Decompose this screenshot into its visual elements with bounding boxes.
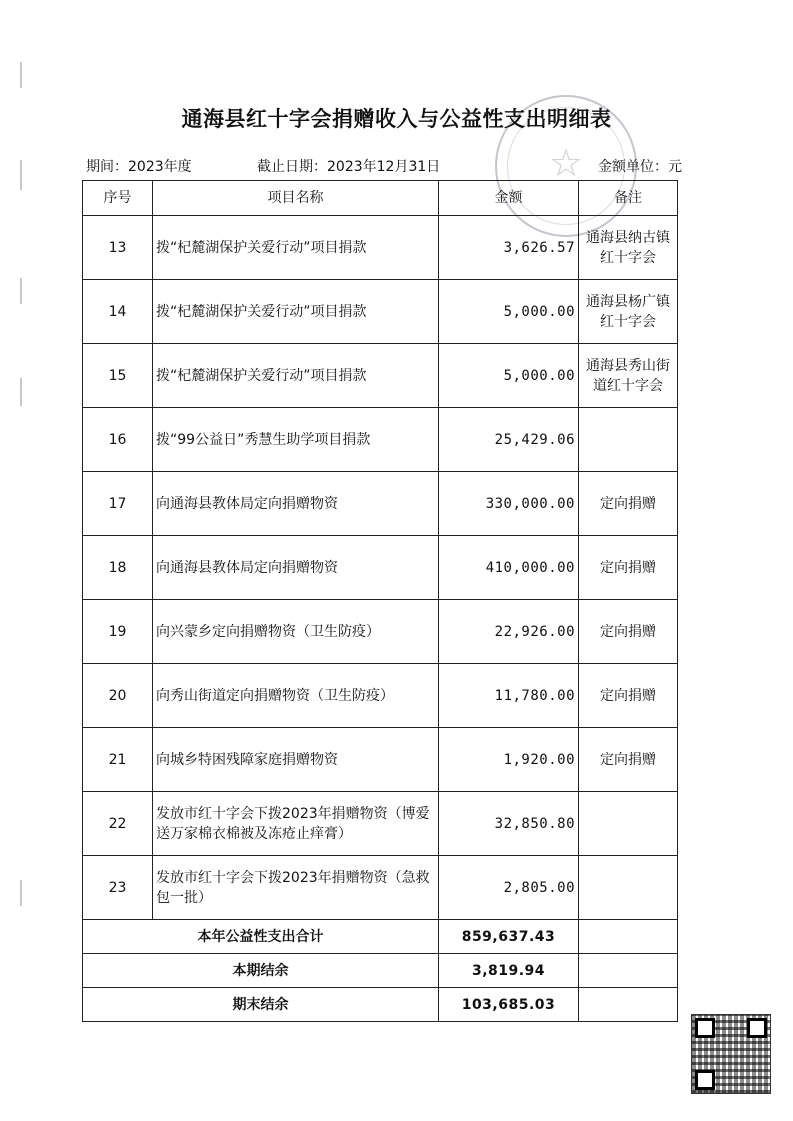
row-project-name: 拨“99公益日”秀慧生助学项目捐款 [153,408,439,472]
row-project-name: 发放市红十字会下拨2023年捐赠物资（博爱送万家棉衣棉被及冻疮止痒膏） [153,792,439,856]
table-row [83,600,678,664]
row-remarks: 定向捐赠 [579,664,678,728]
table-row [83,856,678,920]
header-remarks: 备注 [579,181,678,216]
qr-finder-pattern [695,1070,715,1090]
row-amount: 2,805.00 [439,856,579,920]
table-row [83,792,678,856]
row-serial-no: 15 [83,344,153,408]
closing-balance-row [83,988,678,1022]
row-remarks: 定向捐赠 [579,536,678,600]
row-remarks: 定向捐赠 [579,600,678,664]
row-serial-no: 23 [83,856,153,920]
table-row [83,280,678,344]
row-remarks: 通海县秀山街道红十字会 [579,344,678,408]
row-project-name: 向秀山街道定向捐赠物资（卫生防疫） [153,664,439,728]
header-project-name: 项目名称 [153,181,439,216]
total-expenditure-row [83,920,678,954]
total-expenditure-label: 本年公益性支出合计 [83,920,439,954]
period-balance-label: 本期结余 [83,954,439,988]
row-remarks [579,408,678,472]
table-row [83,664,678,728]
row-project-name: 向通海县教体局定向捐赠物资 [153,472,439,536]
row-amount: 25,429.06 [439,408,579,472]
scan-edge-mark [20,278,22,304]
row-serial-no: 19 [83,600,153,664]
expenditure-table [82,180,678,1022]
period-label: 期间：2023年度 [86,159,192,175]
header-serial-no: 序号 [83,181,153,216]
scan-edge-mark [20,880,22,906]
row-remarks: 通海县纳古镇红十字会 [579,216,678,280]
row-project-name: 拨“杞麓湖保护关爱行动”项目捐款 [153,344,439,408]
amount-unit-label: 金额单位：元 [598,159,682,175]
row-amount: 22,926.00 [439,600,579,664]
scan-edge-mark [20,378,22,406]
table-row [83,472,678,536]
row-serial-no: 16 [83,408,153,472]
row-serial-no: 20 [83,664,153,728]
period-balance-remarks [579,954,678,988]
row-remarks: 定向捐赠 [579,472,678,536]
row-project-name: 发放市红十字会下拨2023年捐赠物资（急救包一批） [153,856,439,920]
row-project-name: 拨“杞麓湖保护关爱行动”项目捐款 [153,280,439,344]
row-serial-no: 22 [83,792,153,856]
qr-finder-pattern [747,1018,767,1038]
table-row [83,344,678,408]
row-remarks [579,792,678,856]
row-amount: 410,000.00 [439,536,579,600]
row-amount: 5,000.00 [439,280,579,344]
table-row [83,728,678,792]
row-serial-no: 13 [83,216,153,280]
table-row [83,216,678,280]
row-amount: 32,850.80 [439,792,579,856]
total-expenditure-remarks [579,920,678,954]
row-amount: 330,000.00 [439,472,579,536]
table-row [83,408,678,472]
row-amount: 11,780.00 [439,664,579,728]
qr-finder-pattern [695,1018,715,1038]
row-remarks: 通海县杨广镇红十字会 [579,280,678,344]
closing-balance-remarks [579,988,678,1022]
period-balance-amount: 3,819.94 [439,954,579,988]
row-amount: 1,920.00 [439,728,579,792]
closing-balance-amount: 103,685.03 [439,988,579,1022]
row-remarks: 定向捐赠 [579,728,678,792]
row-serial-no: 17 [83,472,153,536]
row-serial-no: 21 [83,728,153,792]
row-project-name: 向通海县教体局定向捐赠物资 [153,536,439,600]
row-amount: 5,000.00 [439,344,579,408]
scan-edge-mark [20,160,22,190]
row-serial-no: 14 [83,280,153,344]
cutoff-date-label: 截止日期：2023年12月31日 [257,159,441,175]
total-expenditure-amount: 859,637.43 [439,920,579,954]
row-project-name: 向城乡特困残障家庭捐赠物资 [153,728,439,792]
row-project-name: 向兴蒙乡定向捐赠物资（卫生防疫） [153,600,439,664]
row-serial-no: 18 [83,536,153,600]
table-row [83,536,678,600]
row-project-name: 拨“杞麓湖保护关爱行动”项目捐款 [153,216,439,280]
scan-edge-mark [20,62,22,88]
header-amount: 金额 [439,181,579,216]
row-amount: 3,626.57 [439,216,579,280]
qr-code-icon [691,1014,771,1094]
period-balance-row [83,954,678,988]
table-header-row [83,181,678,216]
closing-balance-label: 期末结余 [83,988,439,1022]
row-remarks [579,856,678,920]
document-title: 通海县红十字会捐赠收入与公益性支出明细表 [181,107,612,131]
seal-star-icon: ☆ [548,141,584,185]
